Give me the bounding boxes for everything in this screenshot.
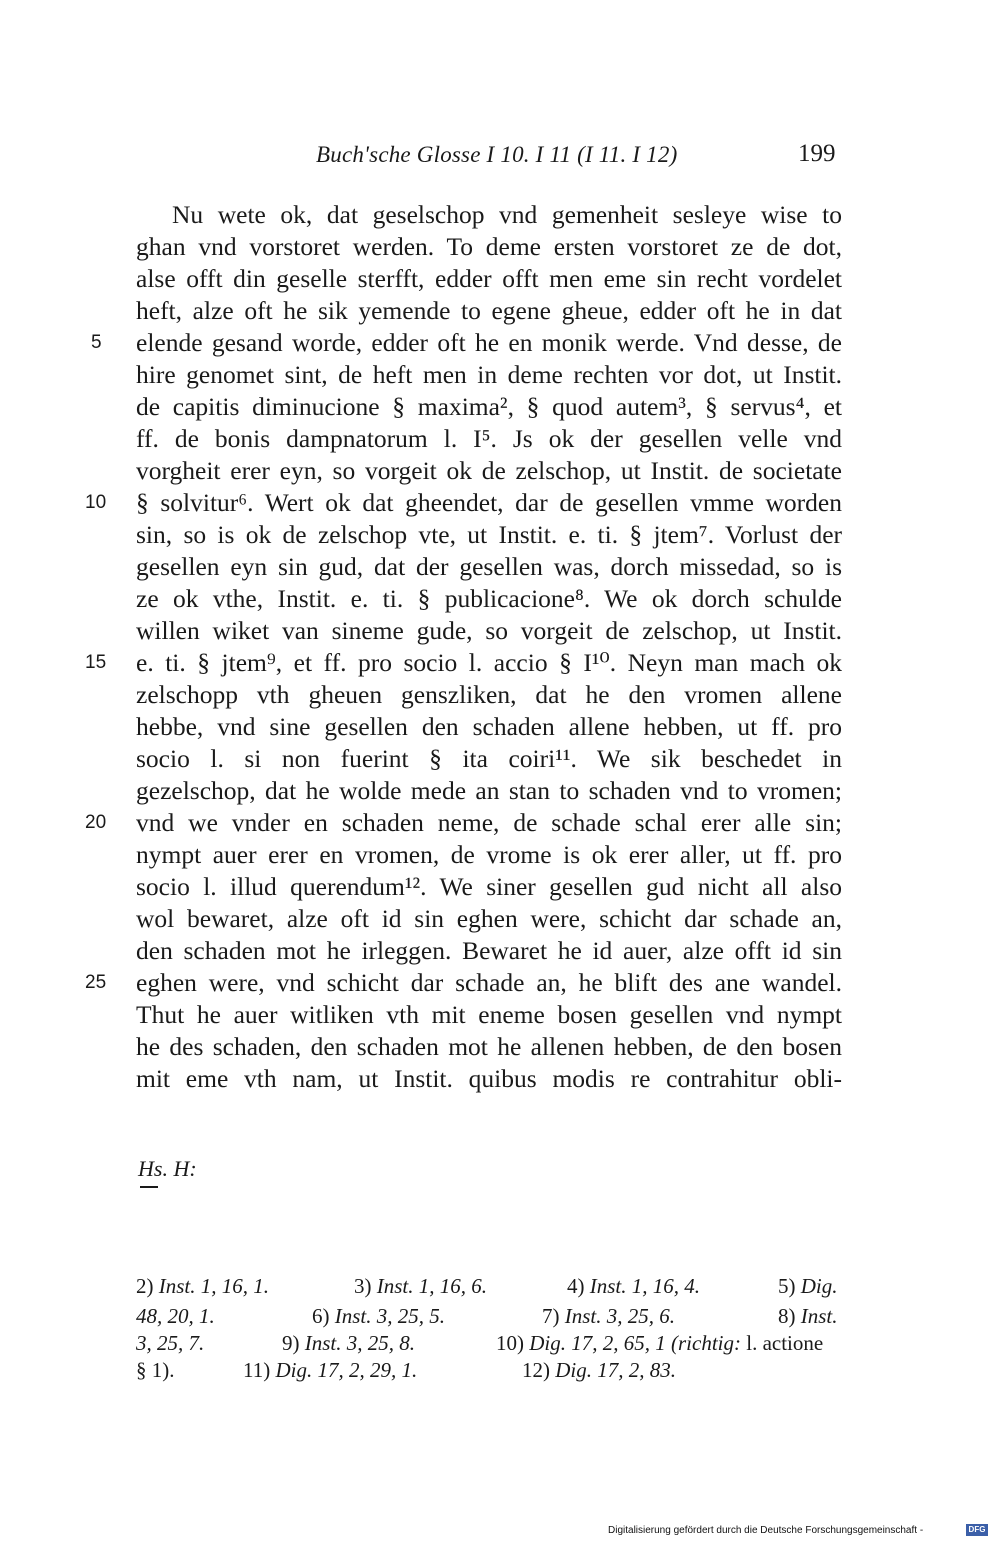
- text-line: socio l. si non fuerint § ita coiri¹¹. We sik beschedet in: [136, 744, 842, 773]
- text-line: ze ok vthe, Instit. e. ti. § publicacione⁸. We ok dorch schulde: [136, 584, 842, 613]
- text-line: § solvitur⁶. Wert ok dat gheendet, dar de gesellen vmme worden: [136, 488, 842, 517]
- footnote: 7) Inst. 3, 25, 6.: [542, 1304, 675, 1328]
- text-line: elende gesand worde, edder oft he en monik werde. Vnd desse, de: [136, 328, 842, 357]
- footnote: 5) Dig.: [778, 1274, 838, 1298]
- text-line: e. ti. § jtem⁹, et ff. pro socio l. accio § I¹⁰. Neyn man mach ok: [136, 648, 842, 677]
- text-line: ff. de bonis dampnatorum l. I⁵. Js ok der gesellen velle vnd: [136, 424, 842, 453]
- footnote: 2) Inst. 1, 16, 1.: [136, 1274, 269, 1298]
- text-line: hire genomet sint, de heft men in deme rechten vor dot, ut Instit.: [136, 360, 842, 389]
- text-line: vnd we vnder en schaden neme, de schade schal erer alle sin;: [136, 808, 842, 837]
- footnote: 10) Dig. 17, 2, 65, 1 (richtig: l. actione: [496, 1331, 824, 1355]
- manuscript-dash: [140, 1186, 158, 1188]
- footnote: 3) Inst. 1, 16, 6.: [354, 1274, 487, 1298]
- running-header: [0, 142, 1000, 174]
- text-line: hebbe, vnd sine gesellen den schaden allene hebben, ut ff. pro: [136, 712, 842, 741]
- manuscript-label: Hs. H:: [138, 1156, 197, 1181]
- page-number: 199: [798, 140, 836, 167]
- text-line: he des schaden, den schaden mot he allenen hebben, de den bosen: [136, 1032, 842, 1061]
- text-line: willen wiket van sineme gude, so vorgeit de zelschop, ut Instit.: [136, 616, 842, 645]
- line-number: 5: [91, 332, 102, 353]
- text-line: nympt auer erer en vromen, de vrome is ok erer aller, ut ff. pro: [136, 840, 842, 869]
- text-line: mit eme vth nam, ut Instit. quibus modis re contrahitur obli-: [136, 1064, 842, 1093]
- footnote: 3, 25, 7.: [136, 1331, 205, 1355]
- text-line: zelschopp vth gheuen genszliken, dat he den vromen allene: [136, 680, 842, 709]
- dfg-logo: DFG: [966, 1524, 988, 1536]
- text-line: Nu wete ok, dat geselschop vnd gemenheit sesleye wise to: [172, 200, 842, 229]
- footnote: 6) Inst. 3, 25, 5.: [312, 1304, 445, 1328]
- text-line: vorgheit erer eyn, so vorgeit ok de zelschop, ut Instit. de societate: [136, 456, 842, 485]
- text-line: wol bewaret, alze oft id sin eghen were, schicht dar schade an,: [136, 904, 842, 933]
- text-line: de capitis diminucione § maxima², § quod autem³, § servus⁴, et: [136, 392, 842, 421]
- text-line: eghen were, vnd schicht dar schade an, he blift des ane wandel.: [136, 968, 842, 997]
- running-title: Buch'sche Glosse I 10. I 11 (I 11. I 12): [316, 142, 678, 167]
- text-line: socio l. illud querendum¹². We siner gesellen gud nicht all also: [136, 872, 842, 901]
- footnote-row: [136, 1356, 842, 1384]
- footnote-row: [136, 1302, 842, 1330]
- footnote: 11) Dig. 17, 2, 29, 1.: [243, 1358, 418, 1382]
- line-number: 15: [85, 652, 107, 673]
- footnote: § 1).: [136, 1358, 175, 1382]
- text-line: ghan vnd vorstoret werden. To deme ersten vorstoret ze de dot,: [136, 232, 842, 261]
- text-line: gesellen eyn sin gud, dat der gesellen was, dorch missedad, so is: [136, 552, 842, 581]
- digitization-credit: Digitalisierung gefördert durch die Deutsche Forschungsgemeinschaft -: [608, 1525, 924, 1536]
- line-number: 20: [85, 812, 107, 833]
- line-number: 10: [85, 492, 107, 513]
- text-line: heft, alze oft he sik yemende to egene gheue, edder oft he in dat: [136, 296, 842, 325]
- footnote: 12) Dig. 17, 2, 83.: [522, 1358, 676, 1382]
- footnote-row: [136, 1272, 842, 1300]
- text-line: alse offt din geselle sterfft, edder offt men eme sin recht vordelet: [136, 264, 842, 293]
- footnote: 48, 20, 1.: [136, 1304, 215, 1328]
- text-line: gezelschop, dat he wolde mede an stan to schaden vnd to vromen;: [136, 776, 842, 805]
- line-number: 25: [85, 972, 107, 993]
- text-line: Thut he auer witliken vth mit eneme bosen gesellen vnd nympt: [136, 1000, 842, 1029]
- footnote: 4) Inst. 1, 16, 4.: [567, 1274, 700, 1298]
- footnote: 8) Inst.: [778, 1304, 838, 1328]
- text-line: den schaden mot he irleggen. Bewaret he id auer, alze offt id sin: [136, 936, 842, 965]
- footnote: 9) Inst. 3, 25, 8.: [282, 1331, 415, 1355]
- text-line: sin, so is ok de zelschop vte, ut Instit. e. ti. § jtem⁷. Vorlust der: [136, 520, 842, 549]
- footnote-row: [136, 1329, 842, 1357]
